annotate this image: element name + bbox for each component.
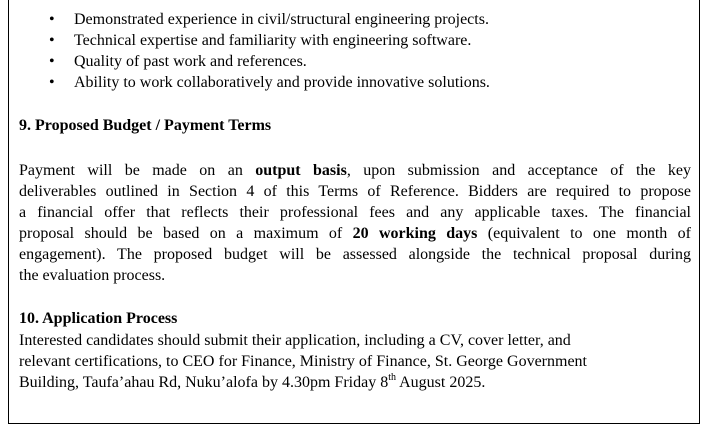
list-item-text: Quality of past work and references. [74,53,307,70]
list-item [9,51,699,72]
paragraph-line: Interested candidates should submit their application, including a CV, cover letter, and [19,332,571,349]
list-item-text: Demonstrated experience in civil/structural engineering projects. [74,11,489,28]
section-9-paragraph [19,160,691,286]
bullet-icon: • [49,11,55,28]
paragraph-line: engagement). The proposed budget will be assessed alongside the technical proposal during [19,246,691,263]
section-9-heading: 9. Proposed Budget / Payment Terms [19,117,272,134]
bullet-icon: • [49,32,55,49]
criteria-bullet-list [9,9,699,93]
working-days-emphasis: 20 working days [352,225,478,242]
list-item-text: Technical expertise and familiarity with engineering software. [74,32,472,49]
paragraph-line: deliverables outlined in Section 4 of this Terms of Reference. Bidders are required to propose [19,183,691,200]
list-item [9,72,699,93]
ordinal-suffix: th [388,371,396,383]
bullet-icon: • [49,53,55,70]
section-10-paragraph [19,330,691,393]
section-10-heading: 10. Application Process [19,310,178,327]
list-item [9,9,699,30]
bullet-icon: • [49,74,55,91]
paragraph-line: Payment will be made on an output basis, upon submission and acceptance of the key [19,162,692,179]
paragraph-line: the evaluation process. [19,267,166,284]
paragraph-line: Building, Taufa’ahau Rd, Nuku’alofa by 4.30pm Friday 8th August 2025. [19,371,486,391]
paragraph-line: relevant certifications, to CEO for Finance, Ministry of Finance, St. George Government [19,353,587,370]
paragraph-line: a financial offer that reflects their professional fees and any applicable taxes. The financial [19,204,691,221]
output-basis-emphasis: output basis [255,162,347,179]
list-item [9,30,699,51]
document-frame [8,0,700,424]
paragraph-line: proposal should be based on a maximum of 20 working days (equivalent to one month of [19,225,691,242]
list-item-text: Ability to work collaboratively and provide innovative solutions. [74,74,490,91]
